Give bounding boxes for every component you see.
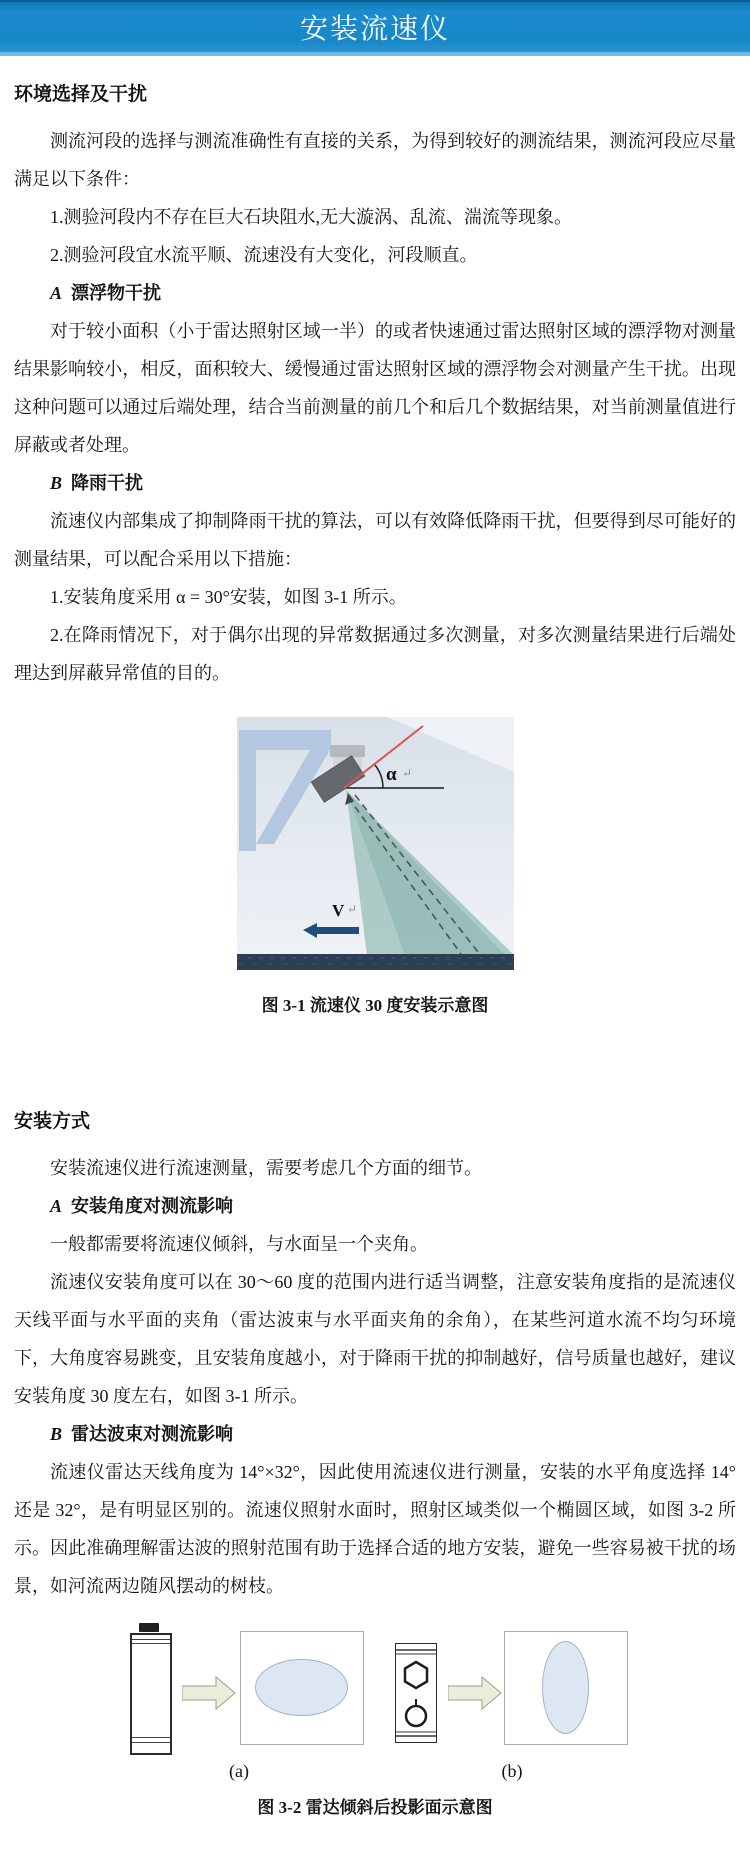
subsection-title-floating-debris: 漂浮物干扰: [71, 283, 162, 303]
return-mark-icon: ↵: [401, 766, 412, 780]
subsection-letter-a: A: [50, 283, 63, 303]
subsection-title-rain-interference: 降雨干扰: [71, 473, 144, 493]
hex-nut-icon: [405, 1662, 427, 1688]
return-mark-icon: ↵: [346, 902, 357, 916]
list-item-1: 1.测验河段内不存在巨大石块阻水,无大漩涡、乱流、湍流等现象。: [50, 207, 572, 227]
radar-panel-line: [132, 1639, 170, 1640]
rain-measure-item-2: 2.在降雨情况下，对于偶尔出现的异常数据通过多次测量，对多次测量结果进行后端处理达到屏蔽异常值的目的。: [14, 625, 736, 683]
figure-3-2-label-b: (b): [501, 1761, 523, 1781]
paragraph-floating-debris: 对于较小面积（小于雷达照射区域一半）的或者快速通过雷达照射区域的漂浮物对测量结果影响较小，相反，面积较大、缓慢通过雷达照射区域的漂浮物会对测量产生干扰。出现这种问题可以通过后端处理，结合当前测量的前几个和后几个数据结果，对当前测量值进行屏蔽或者处理。: [14, 321, 736, 455]
figure-3-1: [14, 717, 736, 1019]
subsection-letter-b: B: [50, 473, 63, 493]
paragraph-angle-2: 流速仪安装角度可以在 30～60 度的范围内进行适当调整，注意安装角度指的是流速仪天线平面与水平面的夹角（雷达波束与水平面夹角的余角），在某些河道水流不均匀环境下，大角度容易跳变，且安装角度越小，对于降雨干扰的抑制越好，信号质量也越好，建议安装角度 30 度左右，如图 3-1 所示。: [14, 1272, 736, 1406]
subsection-b-beam-effect: [14, 1415, 736, 1453]
beam-footprint-horizontal-ellipse: [255, 1659, 348, 1716]
paragraph-rain-intro: 流速仪内部集成了抑制降雨干扰的算法，可以有效降低降雨干扰，但要得到尽可能好的测量结果，可以配合采用以下措施：: [14, 511, 736, 569]
radar-panel-line: [132, 1737, 170, 1738]
subsection-letter-b2: B: [50, 1424, 63, 1444]
rain-measure-item-1: 1.安装角度采用 α = 30°安装，如图 3-1 所示。: [50, 587, 407, 607]
figure-3-1-diagram: [237, 717, 514, 970]
paragraph-install-intro: 安装流速仪进行流速测量，需要考虑几个方面的细节。: [50, 1158, 482, 1178]
right-arrow-icon: [182, 1675, 236, 1711]
subsection-a-floating-debris: [14, 274, 736, 312]
paragraph-angle-1: 一般都需要将流速仪倾斜，与水面呈一个夹角。: [50, 1234, 428, 1254]
list-item-2: 2.测验河段宜水流平顺、流速没有大变化，河段顺直。: [50, 245, 478, 265]
paragraph-intro-1: 测流河段的选择与测流准确性有直接的关系，为得到较好的测流结果，测流河段应尽量满足以下条件：: [14, 131, 736, 189]
radar-front-view: [395, 1643, 437, 1743]
connector-ring-icon: [406, 1706, 426, 1726]
page-title-bar: [0, 0, 750, 56]
alpha-label: α: [385, 764, 397, 785]
beam-footprint-vertical-ellipse: [542, 1641, 589, 1734]
figure-3-2-label-a: (a): [229, 1761, 249, 1781]
subsection-b-rain-interference: [14, 464, 736, 502]
projection-plane-b: [504, 1631, 628, 1745]
page-title: 安装流速仪: [299, 13, 450, 44]
document-body: [14, 82, 736, 1605]
velocity-label: V: [331, 901, 344, 920]
section-heading-installation: 安装方式: [14, 1111, 91, 1132]
radar-side-view-cap: [139, 1623, 159, 1632]
radar-front-view-detail: [396, 1644, 436, 1742]
subsection-title-beam-effect: 雷达波束对测流影响: [71, 1424, 234, 1444]
section-heading-environment: 环境选择及干扰: [14, 84, 148, 105]
radar-panel-line: [132, 1643, 170, 1644]
projection-plane-a: [240, 1631, 364, 1745]
subsection-letter-a2: A: [50, 1196, 63, 1216]
right-arrow-icon: [448, 1675, 502, 1711]
radar-panel-line: [132, 1742, 170, 1743]
radar-side-view: [130, 1633, 172, 1755]
paragraph-beam-1: 流速仪雷达天线角度为 14°×32°，因此使用流速仪进行测量，安装的水平角度选择 14°还是 32°，是有明显区别的。流速仪照射水面时，照射区域类似一个椭圆区域，如图 3-2 所示。因此准确理解雷达波的照射范围有助于选择合适的地方安装，避免一些容易被干扰的场景，如河流两边随风摆动的树枝。: [14, 1462, 736, 1596]
figure-3-1-caption: 图 3-1 流速仪 30 度安装示意图: [261, 996, 489, 1015]
water-surface: [237, 954, 514, 970]
figure-3-2: [0, 1623, 750, 1839]
figure-3-2-caption: 图 3-2 雷达倾斜后投影面示意图: [257, 1798, 493, 1817]
subsection-a-angle-effect: [14, 1187, 736, 1225]
subsection-title-angle-effect: 安装角度对测流影响: [71, 1196, 234, 1216]
